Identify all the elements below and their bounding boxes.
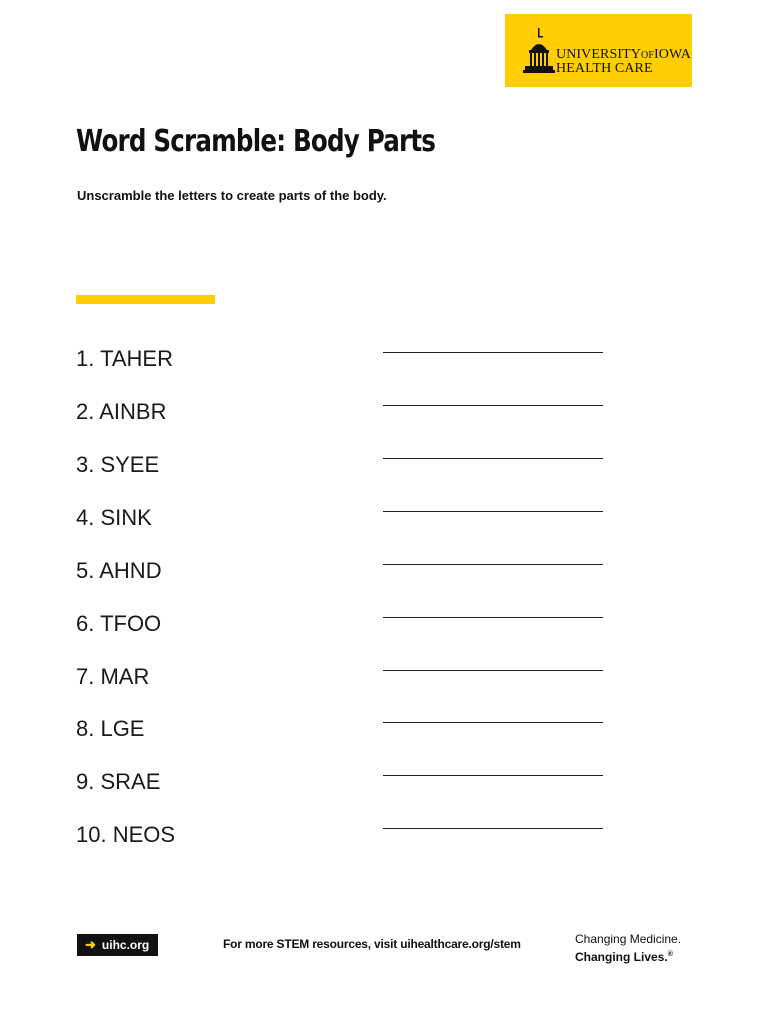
university-logo [505,14,692,87]
scramble-item-label: 5. AHND [76,558,162,583]
scramble-item-label: 7. MAR [76,664,150,689]
scramble-item-label: 6. TFOO [76,611,162,636]
answer-line[interactable] [383,722,603,723]
answer-line[interactable] [383,405,603,406]
tagline-line2: Changing Lives. [575,950,668,964]
arrow-right-icon: ➜ [85,937,96,952]
instructions: Unscramble the letters to create parts of the body. [77,188,387,203]
logo-wordmark: UNIVERSITYOFIOWA HEALTH CARE [556,47,691,76]
answer-line[interactable] [383,511,603,512]
scramble-item-label: 10. NEOS [76,822,176,847]
answer-line[interactable] [383,352,603,353]
scramble-item-label: 1. TAHER [76,346,173,371]
accent-bar [76,295,215,304]
registered-mark: ® [667,951,673,958]
answer-line[interactable] [383,564,603,565]
answer-line[interactable] [383,670,603,671]
answer-line[interactable] [383,775,603,776]
uihc-link-text: uihc.org [101,938,150,952]
tagline [575,931,681,965]
page-title: Word Scramble: Body Parts [76,124,436,159]
answer-line[interactable] [383,617,603,618]
capitol-dome-icon [523,28,555,74]
answer-line[interactable] [383,458,603,459]
scramble-item-label: 9. SRAE [76,769,161,794]
uihc-link[interactable] [77,934,158,956]
stem-resources-note: For more STEM resources, visit uihealthcare.org/stem [223,937,521,951]
scramble-item-label: 3. SYEE [76,452,160,477]
tagline-line1: Changing Medicine. [575,932,682,946]
scramble-item-label: 4. SINK [76,505,152,530]
scramble-item-label: 2. AINBR [76,399,167,424]
scramble-item-label: 8. LGE [76,716,145,741]
answer-line[interactable] [383,828,603,829]
